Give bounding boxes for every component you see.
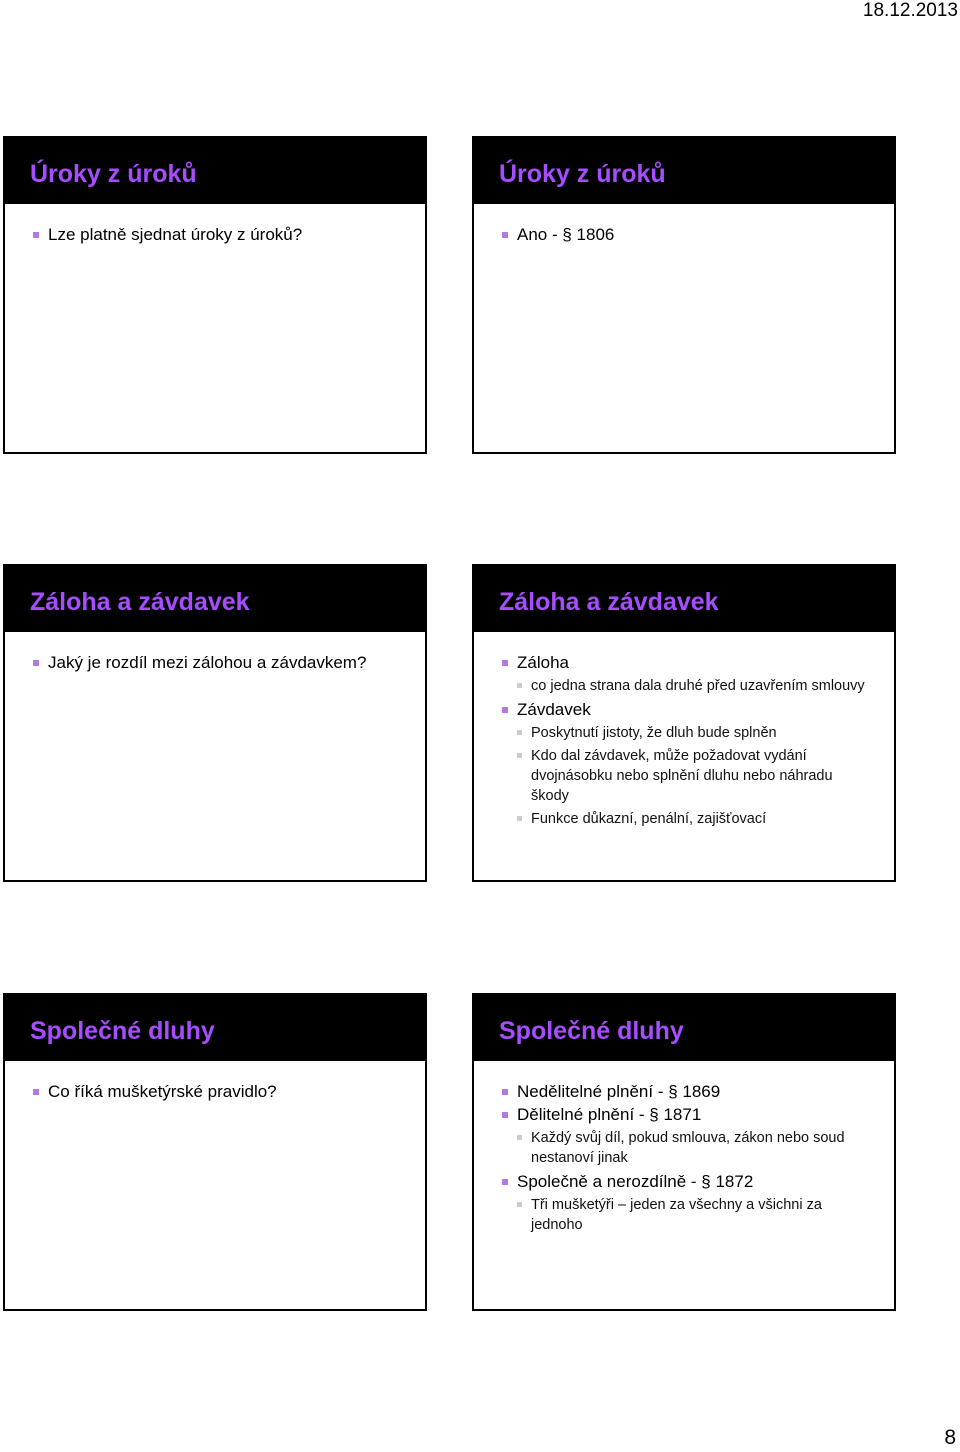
- slide-title: Záloha a závdavek: [5, 566, 425, 632]
- slide-5: [3, 993, 427, 1311]
- sub-bullet-item: [517, 1195, 874, 1235]
- sub-bullet-item: [517, 746, 874, 806]
- bullet-item: [502, 224, 874, 246]
- sub-bullet-item: [517, 1128, 874, 1168]
- bullet-square-icon: [33, 232, 39, 238]
- slide-6: [472, 993, 896, 1311]
- bullet-square-icon: [502, 232, 508, 238]
- bullet-item: [33, 1081, 405, 1103]
- bullet-item: [502, 1171, 874, 1235]
- slide-title: Záloha a závdavek: [474, 566, 894, 632]
- bullet-text: Dělitelné plnění - § 1871: [517, 1105, 702, 1124]
- slide-body: [5, 632, 425, 674]
- bullet-text: Společně a nerozdílně - § 1872: [517, 1172, 754, 1191]
- bullet-square-icon: [33, 660, 39, 666]
- bullet-square-icon: [502, 1179, 508, 1185]
- page-number: 8: [944, 1426, 956, 1449]
- sub-bullet-text: co jedna strana dala druhé před uzavřením smlouvy: [531, 678, 865, 694]
- sub-bullet-text: Funkce důkazní, penální, zajišťovací: [531, 811, 767, 827]
- sub-bullet-text: Tři mušketýři – jeden za všechny a všichni za jednoho: [531, 1197, 822, 1233]
- sub-bullet-square-icon: [517, 683, 522, 688]
- bullet-text: Ano - § 1806: [517, 225, 615, 244]
- slide-title: Úroky z úroků: [5, 138, 425, 204]
- slide-body: [474, 1061, 894, 1235]
- sub-bullet-text: Poskytnutí jistoty, že dluh bude splněn: [531, 725, 777, 741]
- sub-bullet-square-icon: [517, 816, 522, 821]
- sub-bullet-text: Každý svůj díl, pokud smlouva, zákon nebo soud nestanoví jinak: [531, 1130, 845, 1166]
- slide-body: [474, 632, 894, 829]
- bullet-square-icon: [502, 1089, 508, 1095]
- slide-2: [472, 136, 896, 454]
- slide-title: Úroky z úroků: [474, 138, 894, 204]
- bullet-item: [502, 652, 874, 696]
- slide-body: [5, 204, 425, 246]
- slide-4: [472, 564, 896, 882]
- bullet-text: Jaký je rozdíl mezi zálohou a závdavkem?: [48, 653, 367, 672]
- sub-bullet-item: [517, 723, 874, 743]
- bullet-square-icon: [502, 1112, 508, 1118]
- bullet-item: [33, 652, 405, 674]
- sub-bullet-item: [517, 676, 874, 696]
- slide-body: [474, 204, 894, 246]
- bullet-text: Co říká mušketýrské pravidlo?: [48, 1082, 277, 1101]
- sub-bullet-square-icon: [517, 730, 522, 735]
- slide-body: [5, 1061, 425, 1103]
- bullet-item: [33, 224, 405, 246]
- bullet-text: Záloha: [517, 653, 569, 672]
- bullet-item: [502, 1081, 874, 1103]
- sub-bullet-square-icon: [517, 753, 522, 758]
- bullet-text: Závdavek: [517, 700, 591, 719]
- sub-bullet-text: Kdo dal závdavek, může požadovat vydání dvojnásobku nebo splnění dluhu nebo náhradu škody: [531, 748, 833, 804]
- header-date: 18.12.2013: [862, 0, 958, 21]
- sub-bullet-item: [517, 809, 874, 829]
- slide-3: [3, 564, 427, 882]
- slide-title: Společné dluhy: [5, 995, 425, 1061]
- bullet-square-icon: [502, 660, 508, 666]
- bullet-item: [502, 699, 874, 829]
- bullet-text: Nedělitelné plnění - § 1869: [517, 1082, 721, 1101]
- slide-title: Společné dluhy: [474, 995, 894, 1061]
- bullet-square-icon: [33, 1089, 39, 1095]
- slide-1: [3, 136, 427, 454]
- sub-bullet-square-icon: [517, 1135, 522, 1140]
- sub-bullet-square-icon: [517, 1202, 522, 1207]
- bullet-text: Lze platně sjednat úroky z úroků?: [48, 225, 303, 244]
- bullet-item: [502, 1104, 874, 1168]
- bullet-square-icon: [502, 707, 508, 713]
